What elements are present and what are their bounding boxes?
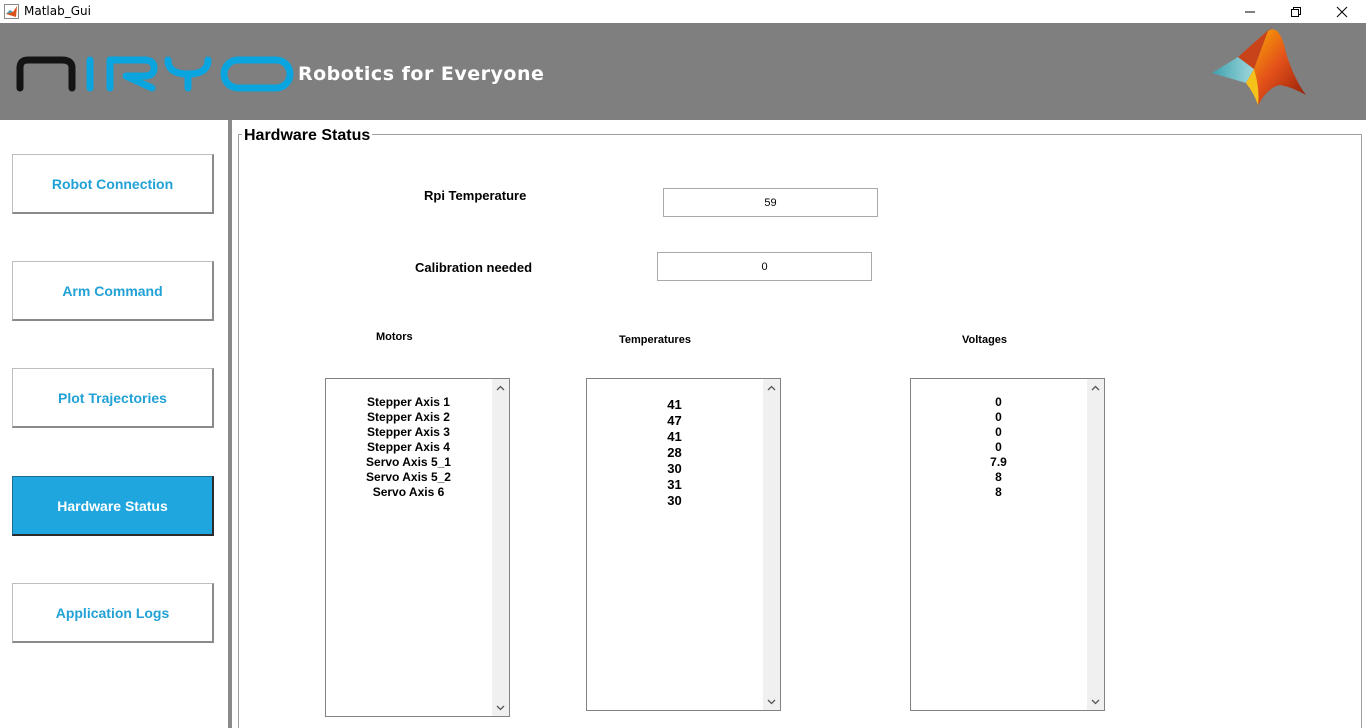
voltages-listbox[interactable] [910,378,1105,711]
robot-connection-button[interactable]: Robot Connection [12,154,214,214]
list-item[interactable]: 0 [995,425,1002,439]
list-item[interactable]: Stepper Axis 1 [367,395,450,409]
list-item[interactable]: 0 [995,410,1002,424]
voltages-header: Voltages [962,334,1008,346]
temperatures-header: Temperatures [619,334,691,346]
chevron-down-icon [767,699,776,705]
list-item[interactable]: 8 [995,470,1002,484]
chevron-up-icon [496,385,505,391]
minimize-button[interactable] [1227,0,1273,23]
window-title: Matlab_Gui [24,4,91,18]
header-banner [0,23,1366,120]
list-item[interactable]: 30 [667,461,682,476]
list-item[interactable]: Stepper Axis 4 [367,440,450,454]
list-item[interactable]: 28 [667,445,682,460]
list-item[interactable]: Servo Axis 5_2 [366,470,451,484]
close-button[interactable] [1319,0,1365,23]
tagline: Robotics for Everyone [298,63,545,85]
chevron-down-icon [496,705,505,711]
scrollbar[interactable] [763,379,780,710]
scrollbar[interactable] [492,379,509,716]
panel-title: Hardware Status [244,127,371,144]
list-item[interactable]: 41 [667,397,682,412]
list-item[interactable]: 47 [667,413,682,428]
close-icon [1336,6,1348,18]
rpi-temperature-field: 59 [663,188,878,217]
list-item[interactable]: 8 [995,485,1002,499]
arm-command-button[interactable]: Arm Command [12,261,214,321]
chevron-down-icon [1091,699,1100,705]
scroll-up-button[interactable] [492,379,509,396]
matlab-logo [1208,23,1312,115]
scroll-down-button[interactable] [763,693,780,710]
scroll-down-button[interactable] [1087,693,1104,710]
title-bar [0,0,1366,23]
calibration-needed-field: 0 [657,252,872,281]
list-item[interactable]: 30 [667,493,682,508]
list-item[interactable]: Stepper Axis 3 [367,425,450,439]
chevron-up-icon [767,385,776,391]
list-item[interactable]: 41 [667,429,682,444]
list-item[interactable]: 0 [995,395,1002,409]
hardware-status-button[interactable]: Hardware Status [12,476,214,536]
list-item[interactable]: 31 [667,477,682,492]
list-item[interactable]: 0 [995,440,1002,454]
application-logs-button[interactable]: Application Logs [12,583,214,643]
matlab-icon [4,4,19,19]
scroll-up-button[interactable] [763,379,780,396]
temperatures-listbox[interactable] [586,378,781,711]
minimize-icon [1244,6,1256,18]
list-item[interactable]: Servo Axis 6 [372,485,445,499]
scrollbar[interactable] [1087,379,1104,710]
plot-trajectories-button[interactable]: Plot Trajectories [12,368,214,428]
restore-button[interactable] [1273,0,1319,23]
calibration-needed-label: Calibration needed [415,260,533,275]
rpi-temperature-label: Rpi Temperature [424,188,527,203]
chevron-up-icon [1091,385,1100,391]
niryo-logo [16,54,294,94]
main-panel [232,120,1366,728]
scroll-down-button[interactable] [492,699,509,716]
list-item[interactable]: 7.9 [990,455,1007,469]
list-item[interactable]: Servo Axis 5_1 [366,455,451,469]
scroll-up-button[interactable] [1087,379,1104,396]
sidebar [0,120,228,728]
motors-header: Motors [376,331,413,343]
motors-listbox[interactable] [325,378,510,717]
list-item[interactable]: Stepper Axis 2 [367,410,450,424]
restore-icon [1290,6,1302,18]
